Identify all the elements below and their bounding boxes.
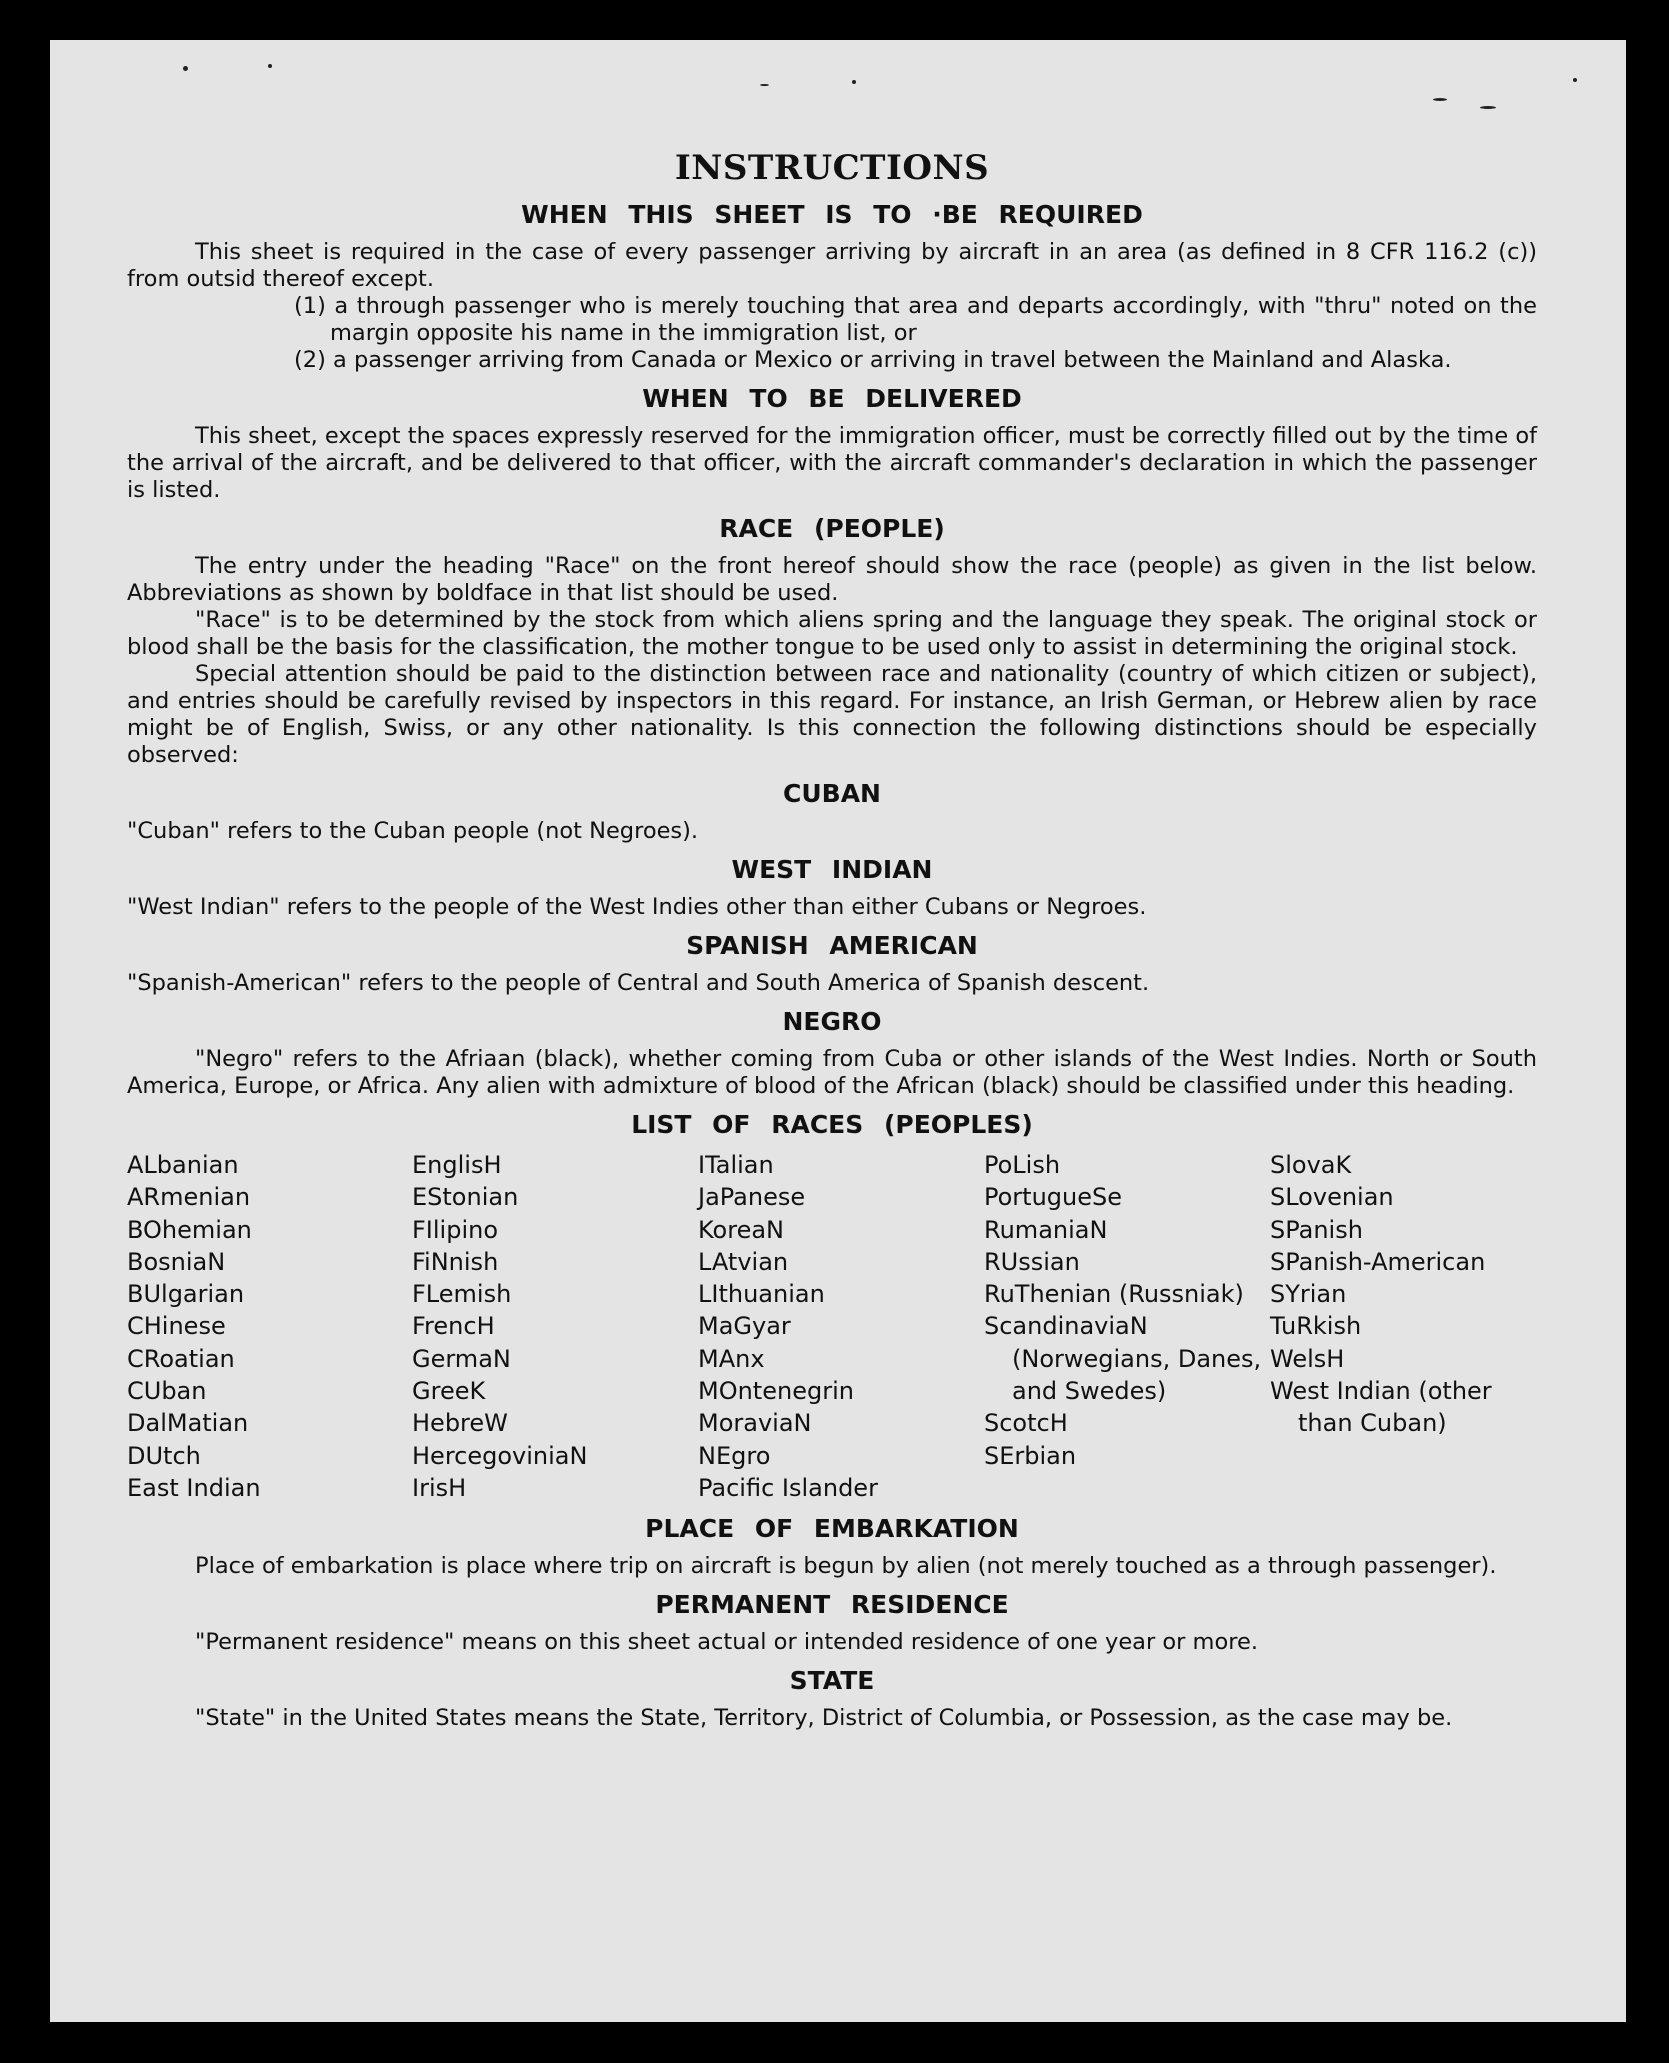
paragraph-west-indian: "West Indian" refers to the people of the West Indies other than either Cubans or Negroes.	[127, 894, 1147, 920]
page-title: INSTRUCTIONS	[674, 148, 990, 188]
heading-spanish-american: SPANISH AMERICAN	[686, 931, 978, 960]
race-item: MOntenegrin	[698, 1377, 854, 1406]
race-item: RumaniaN	[984, 1215, 1108, 1244]
instructions-content	[127, 148, 1537, 1732]
race-item: HercegoviniaN	[412, 1441, 588, 1470]
race-item: GreeK	[412, 1377, 486, 1406]
race-item: FLemish	[412, 1280, 512, 1309]
race-item: HebreW	[412, 1409, 508, 1438]
race-item: CUban	[127, 1377, 207, 1406]
race-item: MaGyar	[698, 1312, 791, 1341]
race-item: Pacific Islander	[698, 1473, 878, 1502]
race-item: RuThenian (Russniak)	[984, 1280, 1244, 1309]
heading-list-of-races: LIST OF RACES (PEOPLES)	[631, 1110, 1033, 1139]
race-item: ALbanian	[127, 1151, 239, 1179]
race-item: DalMatian	[127, 1409, 249, 1438]
races-column-4	[984, 1149, 1270, 1504]
race-item: ScandinaviaN (Norwegians, Danes, and Swedes)	[984, 1312, 1262, 1406]
race-item: PortugueSe	[984, 1183, 1122, 1212]
paper-speck	[852, 80, 856, 84]
race-item: SlovaK	[1270, 1151, 1352, 1179]
race-item: LIthuanian	[698, 1280, 825, 1309]
race-item: KoreaN	[698, 1215, 784, 1244]
heading-cuban: CUBAN	[783, 779, 881, 808]
heading-state: STATE	[789, 1666, 875, 1696]
race-item: SPanish-American	[1270, 1247, 1486, 1276]
race-item: SErbian	[984, 1441, 1077, 1470]
race-item: BUlgarian	[127, 1280, 245, 1309]
race-item: East Indian	[127, 1473, 261, 1502]
paragraph-cuban: "Cuban" refers to the Cuban people (not Negroes).	[127, 818, 699, 844]
race-item: RUssian	[984, 1247, 1080, 1276]
paragraph-when-delivered: This sheet, except the spaces expressly reserved for the immigration officer, must be correctly filled out by the time of the arrival of the aircraft, and be delivered to that officer, with the aircraft commander's declaration in which the passenger is listed.	[127, 423, 1538, 503]
race-item: IrisH	[412, 1473, 467, 1502]
race-item: WelsH	[1270, 1344, 1345, 1373]
races-column-3	[698, 1149, 984, 1504]
exception-item-1: (1) a through passenger who is merely touching that area and departs accordingly, with "thru" noted on the margin opposite his name in the immigration list, or	[294, 293, 1537, 346]
heading-place-of-embarkation: PLACE OF EMBARKATION	[645, 1514, 1019, 1544]
race-item: ARmenian	[127, 1183, 251, 1212]
race-item: SYrian	[1270, 1280, 1347, 1309]
races-list	[127, 1149, 1537, 1504]
paragraph-permanent-residence: "Permanent residence" means on this sheet actual or intended residence of one year or more.	[195, 1629, 1258, 1656]
races-column-5	[1270, 1149, 1537, 1504]
race-item: ITalian	[698, 1151, 774, 1179]
heading-west-indian: WEST INDIAN	[731, 855, 933, 884]
race-item: GermaN	[412, 1344, 511, 1373]
paragraph-race-3: Special attention should be paid to the distinction between race and nationality (country of which citizen or subject), and entries should be carefully revised by inspectors in this regard. For instance, an Irish German, or Hebrew alien by race might be of English, Swiss, or any other nationality. Is this connection the following distinctions should be especially observed:	[127, 661, 1537, 768]
races-column-1	[127, 1149, 412, 1504]
paragraph-when-required: This sheet is required in the case of every passenger arriving by aircraft in an area (as defined in 8 CFR 116.2 (c)) from outsid thereof except.	[127, 239, 1537, 292]
race-item: FiNnish	[412, 1247, 499, 1276]
race-item: EStonian	[412, 1183, 519, 1212]
race-item: CRoatian	[127, 1344, 235, 1373]
paragraph-race-1: The entry under the heading "Race" on the front hereof should show the race (people) as given in the list below. Abbreviations as shown by boldface in that list should be used.	[127, 553, 1537, 606]
race-item: MAnx	[698, 1344, 765, 1373]
race-item: FrencH	[412, 1312, 495, 1341]
heading-when-delivered: WHEN TO BE DELIVERED	[642, 384, 1022, 413]
heading-negro: NEGRO	[782, 1007, 882, 1036]
paper-speck	[1573, 78, 1577, 82]
race-item: MoraviaN	[698, 1409, 812, 1438]
paragraph-race-2: "Race" is to be determined by the stock from which aliens spring and the language they speak. The original stock or blood shall be the basis for the classification, the mother tongue to be used only to assist in determining the original stock.	[127, 607, 1537, 660]
paragraph-state: "State" in the United States means the State, Territory, District of Columbia, or Possession, as the case may be.	[195, 1705, 1453, 1732]
race-item: DUtch	[127, 1441, 201, 1470]
paper-speck	[1480, 106, 1496, 109]
exception-item-2: (2) a passenger arriving from Canada or Mexico or arriving in travel between the Mainland and Alaska.	[294, 347, 1452, 373]
race-item: NEgro	[698, 1441, 771, 1470]
race-item: LAtvian	[698, 1247, 789, 1276]
document-page	[50, 40, 1626, 2022]
paper-speck	[183, 66, 188, 71]
race-item: SLovenian	[1270, 1183, 1394, 1212]
race-item: TuRkish	[1270, 1312, 1362, 1341]
heading-when-required: WHEN THIS SHEET IS TO ·BE REQUIRED	[521, 200, 1143, 229]
paragraph-negro: "Negro" refers to the Afriaan (black), whether coming from Cuba or other islands of the West Indies. North or South America, Europe, or Africa. Any alien with admixture of blood of the African (black) should be classified under this heading.	[127, 1046, 1537, 1099]
paragraph-place-of-embarkation: Place of embarkation is place where trip on aircraft is begun by alien (not merely touched as a through passenger).	[195, 1553, 1497, 1580]
heading-permanent-residence: PERMANENT RESIDENCE	[655, 1590, 1009, 1620]
race-item: PoLish	[984, 1151, 1061, 1179]
paper-speck	[1433, 98, 1447, 101]
paper-speck	[268, 64, 272, 68]
paragraph-spanish-american: "Spanish-American" refers to the people of Central and South America of Spanish descent.	[127, 970, 1150, 996]
race-item: BOhemian	[127, 1215, 252, 1244]
race-item: ScotcH	[984, 1409, 1068, 1438]
heading-race: RACE (PEOPLE)	[719, 514, 945, 543]
race-item: EnglisH	[412, 1151, 502, 1179]
race-item: JaPanese	[698, 1183, 806, 1212]
race-item: FIlipino	[412, 1215, 499, 1244]
race-item: BosniaN	[127, 1247, 226, 1276]
races-column-2	[412, 1149, 698, 1504]
race-item: CHinese	[127, 1312, 226, 1341]
paper-speck	[760, 84, 769, 86]
race-item: SPanish	[1270, 1215, 1363, 1244]
race-item: West Indian (other than Cuban)	[1270, 1377, 1492, 1438]
